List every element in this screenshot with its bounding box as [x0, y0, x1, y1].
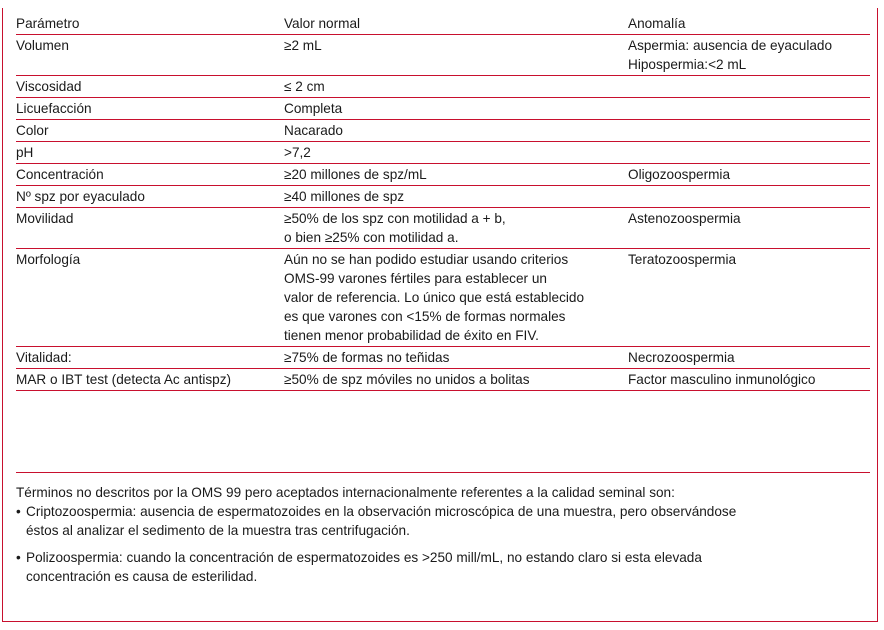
cell-anomaly-line: Astenozoospermia [628, 211, 741, 226]
cell-anomaly [628, 347, 870, 369]
cell-normal-value-line: valor de referencia. Lo único que está establecido [284, 290, 585, 305]
table-row [16, 142, 870, 164]
note-line: éstos al analizar el sedimento de la muestra tras centrifugación. [26, 523, 410, 538]
cell-anomaly [628, 142, 870, 164]
bullet-dot: • [16, 550, 21, 565]
cell-parameter: Concentración [16, 167, 104, 182]
cell-anomaly [628, 186, 870, 208]
table-row [16, 369, 870, 391]
notes-intro: Términos no descritos por la OMS 99 pero aceptados internacionalmente referentes a la calidad seminal son: [16, 485, 675, 500]
cell-normal-value [284, 164, 628, 186]
cell-normal-value-line: ≥20 millones de spz/mL [284, 167, 427, 182]
cell-anomaly [628, 35, 870, 76]
cell-anomaly-line: Teratozoospermia [628, 252, 737, 267]
semen-parameters-table [16, 14, 870, 391]
cell-normal-value-line: ≥50% de los spz con motilidad a + b, [284, 211, 506, 226]
cell-normal-value [284, 347, 628, 369]
table-row [16, 164, 870, 186]
cell-normal-value-line: ≤ 2 cm [284, 79, 325, 94]
cell-normal-value-line: es que varones con <15% de formas normales [284, 309, 566, 324]
cell-parameter: Color [16, 123, 49, 138]
table-row [16, 35, 870, 76]
cell-parameter: Movilidad [16, 211, 74, 226]
cell-normal-value-line: >7,2 [284, 145, 311, 160]
cell-normal-value [284, 208, 628, 249]
note-bullet-polizoospermia [16, 548, 872, 586]
note-line: concentración es causa de esterilidad. [26, 569, 258, 584]
cell-parameter: Licuefacción [16, 101, 92, 116]
notes-section [16, 483, 872, 586]
cell-parameter: Viscosidad [16, 79, 82, 94]
cell-parameter: MAR o IBT test (detecta Ac antispz) [16, 372, 232, 387]
cell-normal-value [284, 120, 628, 142]
cell-anomaly-line: Oligozoospermia [628, 167, 730, 182]
cell-normal-value [284, 98, 628, 120]
cell-normal-value-line: Completa [284, 101, 343, 116]
cell-parameter: Vitalidad: [16, 350, 72, 365]
table-header-row [16, 14, 870, 35]
table-row [16, 249, 870, 347]
table-row [16, 120, 870, 142]
bullet-dot: • [16, 504, 21, 519]
table-row [16, 98, 870, 120]
cell-normal-value [284, 142, 628, 164]
table-row [16, 76, 870, 98]
note-line: Polizoospermia: cuando la concentración de espermatozoides es >250 mill/mL, no estando claro si esta elevada [26, 550, 702, 565]
note-line: Criptozoospermia: ausencia de espermatozoides en la observación microscópica de una muestra, pero observándose [26, 504, 737, 519]
cell-anomaly [628, 208, 870, 249]
cell-normal-value [284, 76, 628, 98]
cell-normal-value-line: ≥75% de formas no teñidas [284, 350, 450, 365]
cell-anomaly [628, 369, 870, 391]
table-row [16, 186, 870, 208]
cell-normal-value-line: ≥50% de spz móviles no unidos a bolitas [284, 372, 530, 387]
cell-anomaly-line: Hipospermia:<2 mL [628, 57, 747, 72]
cell-normal-value-line: ≥40 millones de spz [284, 189, 405, 204]
cell-normal-value-line: OMS-99 varones fértiles para establecer un [284, 271, 547, 286]
table-row [16, 347, 870, 369]
cell-anomaly [628, 120, 870, 142]
cell-anomaly-line: Factor masculino inmunológico [628, 372, 816, 387]
cell-normal-value-line: tienen menor probabilidad de éxito en FIV. [284, 328, 539, 343]
cell-anomaly [628, 249, 870, 347]
table-body [16, 35, 870, 391]
cell-normal-value [284, 186, 628, 208]
note-bullet-criptozoospermia [16, 502, 872, 540]
cell-normal-value [284, 35, 628, 76]
cell-normal-value-line: ≥2 mL [284, 38, 322, 53]
notes-divider [16, 472, 870, 473]
cell-anomaly [628, 98, 870, 120]
header-normal-value: Valor normal [284, 16, 361, 31]
cell-anomaly-line: Aspermia: ausencia de eyaculado [628, 38, 833, 53]
cell-normal-value-line: Nacarado [284, 123, 343, 138]
cell-anomaly [628, 164, 870, 186]
cell-parameter: Nº spz por eyaculado [16, 189, 145, 204]
cell-anomaly [628, 76, 870, 98]
cell-normal-value-line: Aún no se han podido estudiar usando criterios [284, 252, 569, 267]
cell-normal-value [284, 369, 628, 391]
cell-parameter: Volumen [16, 38, 69, 53]
cell-anomaly-line: Necrozoospermia [628, 350, 735, 365]
cell-parameter: pH [16, 145, 34, 160]
cell-normal-value-line: o bien ≥25% con motilidad a. [284, 230, 459, 245]
header-parameter: Parámetro [16, 16, 80, 31]
header-anomaly: Anomalía [628, 16, 686, 31]
cell-parameter: Morfología [16, 252, 81, 267]
table-row [16, 208, 870, 249]
cell-normal-value [284, 249, 628, 347]
